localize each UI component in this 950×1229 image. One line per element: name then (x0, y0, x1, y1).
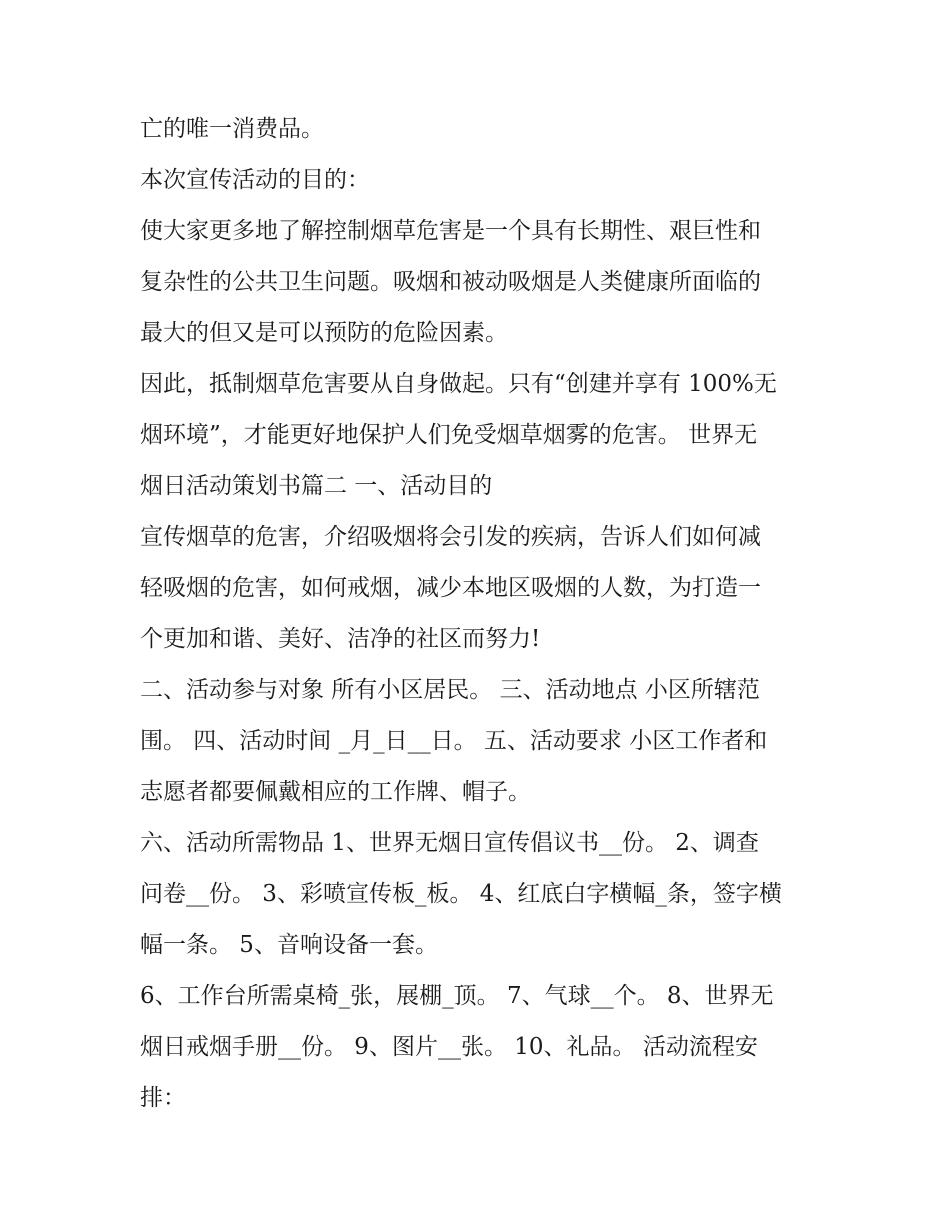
text-line: 6、工作台所需桌椅_张，展棚_顶。 7、气球__个。 8、世界无 (140, 983, 774, 1009)
text-line: 烟日戒烟手册__份。 9、图片__张。 10、礼品。 活动流程安 (140, 1034, 758, 1060)
text-line: 烟日活动策划书篇二 一、活动目的 (140, 473, 493, 499)
text-line: 幅一条。 5、音响设备一套。 (140, 932, 438, 958)
document-body (140, 104, 812, 1124)
text-line: 轻吸烟的危害，如何戒烟，减少本地区吸烟的人数，为打造一 (140, 575, 761, 601)
text-line: 复杂性的公共卫生问题。吸烟和被动吸烟是人类健康所面临的 (140, 269, 761, 295)
text-line: 亡的唯一消费品。 (140, 116, 324, 142)
text-line: 最大的但又是可以预防的危险因素。 (140, 320, 508, 346)
text-line: 六、活动所需物品 1、世界无烟日宣传倡议书__份。 2、调查 (140, 830, 759, 856)
text-line: 二、活动参与对象 所有小区居民。 三、活动地点 小区所辖范 (140, 677, 760, 703)
text-line: 个更加和谐、美好、洁净的社区而努力! (140, 626, 541, 652)
text-line: 排： (140, 1085, 186, 1111)
text-line: 因此，抵制烟草危害要从自身做起。只有“创建并享有 100%无 (140, 371, 777, 397)
text-line: 志愿者都要佩戴相应的工作牌、帽子。 (140, 779, 531, 805)
text-line: 围。 四、活动时间 _月_日__日。 五、活动要求 小区工作者和 (140, 728, 768, 754)
text-line: 烟环境”，才能更好地保护人们免受烟草烟雾的危害。 世界无 (140, 422, 758, 448)
text-line: 宣传烟草的危害，介绍吸烟将会引发的疾病，告诉人们如何减 (140, 524, 761, 550)
text-line: 问卷__份。 3、彩喷宣传板_板。 4、红底白字横幅_条，签字横 (140, 881, 782, 907)
text-line: 使大家更多地了解控制烟草危害是一个具有长期性、艰巨性和 (140, 218, 761, 244)
text-line: 本次宣传活动的目的： (140, 167, 370, 193)
